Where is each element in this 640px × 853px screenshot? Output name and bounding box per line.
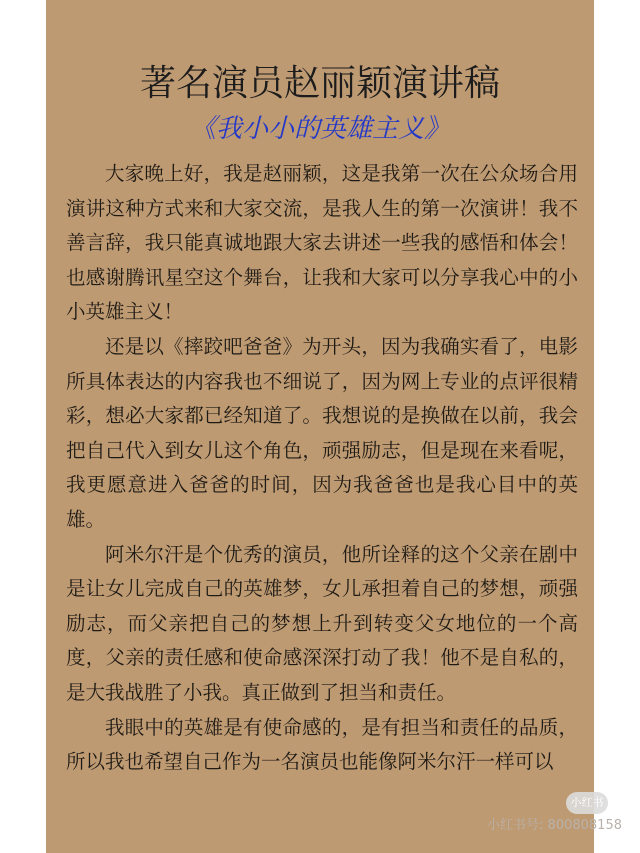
document-title: 著名演员赵丽颖演讲稿	[139, 63, 500, 104]
paragraph-4: 我眼中的英雄是有使命感的，是有担当和责任的品质，所以我也希望自己作为一名演员也能像阿米尔汗一样可以	[66, 715, 578, 774]
right-margin	[594, 0, 640, 853]
xiaohongshu-id-watermark: 小红书号: 800808158	[487, 818, 622, 833]
document-subtitle: 《我小小的英雄主义》	[189, 114, 450, 144]
xiaohongshu-logo-badge: 小红书	[566, 792, 608, 814]
paragraph-1: 大家晚上好，我是赵丽颖，这是我第一次在公众场合用演讲这种方式来和大家交流，是我人生的第一次演讲！我不善言辞，我只能真诚地跟大家去讲述一些我的感悟和体会！也感谢腾讯星空这个舞台，让我和大家可以分享我心中的小小英雄主义！	[66, 162, 578, 324]
paragraph-3: 阿米尔汗是个优秀的演员，他所诠释的这个父亲在剧中是让女儿完成自己的英雄梦，女儿承担着自己的梦想，顽强励志，而父亲把自己的梦想上升到转变父女地位的一个高度，父亲的责任感和使命感深深打动了我！他不是自私的，是大我战胜了小我。真正做到了担当和责任。	[66, 542, 578, 704]
paragraph-2: 还是以《摔跤吧爸爸》为开头，因为我确实看了，电影所具体表达的内容我也不细说了，因为网上专业的点评很精彩，想必大家都已经知道了。我想说的是换做在以前，我会把自己代入到女儿这个角色，顽强励志，但是现在来看呢，我更愿意进入爸爸的时间，因为我爸爸也是我心目中的英雄。	[66, 334, 578, 531]
document-body	[66, 157, 578, 780]
